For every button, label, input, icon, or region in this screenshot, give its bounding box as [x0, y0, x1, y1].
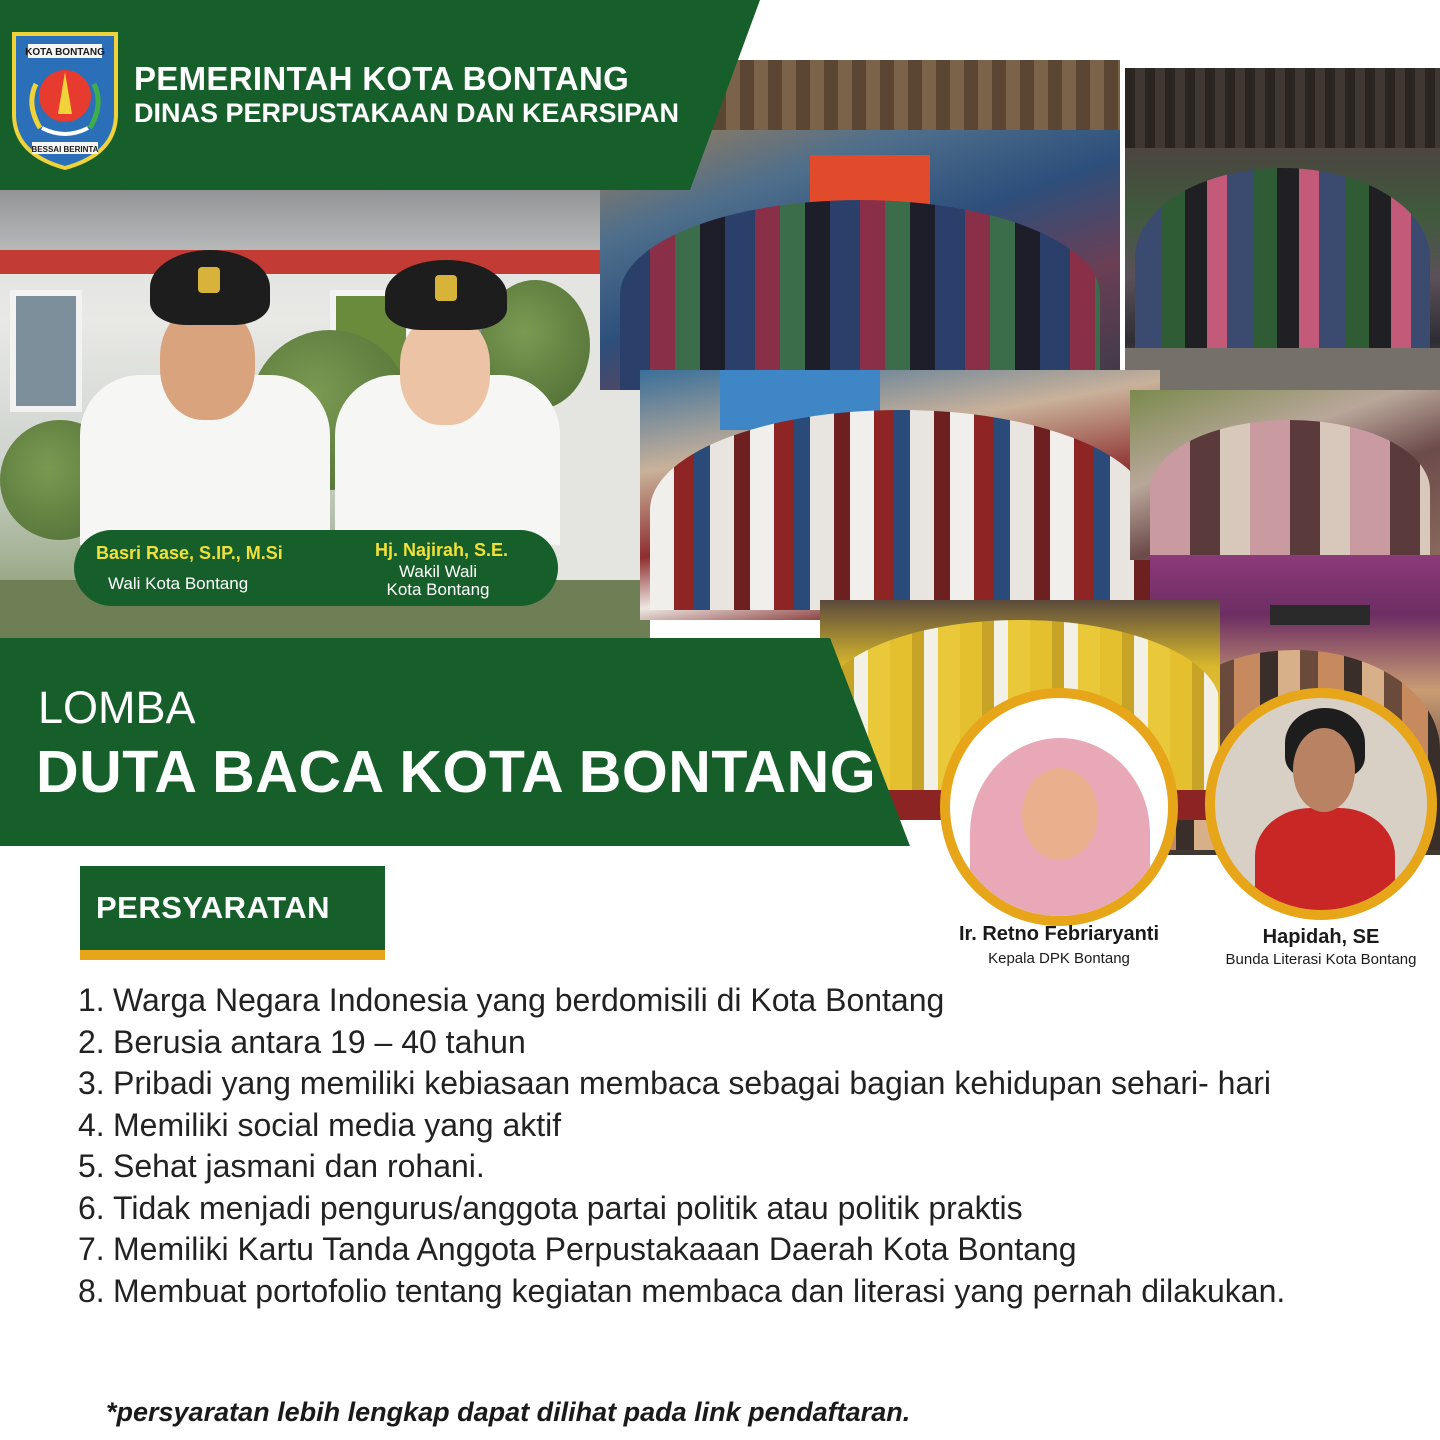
ceiling	[1125, 68, 1440, 148]
activity-photo-reading-room	[1130, 390, 1440, 560]
portrait-hapidah-role: Bunda Literasi Kota Bontang	[1225, 951, 1417, 968]
list-item	[78, 980, 1402, 1022]
requirements-heading-box	[80, 866, 385, 962]
portrait-retno-inner	[950, 698, 1168, 916]
signboard	[1270, 605, 1370, 625]
portrait-retno-name: Ir. Retno Febriaryanti	[958, 923, 1160, 945]
portrait-retno	[940, 688, 1178, 926]
kota-bontang-logo	[6, 24, 124, 170]
red-outfit	[1255, 808, 1395, 910]
crowd	[1135, 168, 1430, 348]
vice-mayor-role	[368, 563, 508, 599]
mayor-role: Wali Kota Bontang	[108, 574, 249, 593]
retno-face	[1022, 768, 1098, 860]
list-item-number: 8.	[78, 1272, 105, 1309]
portrait-hapidah-name: Hapidah, SE	[1262, 926, 1380, 948]
list-item-number: 4.	[78, 1106, 105, 1143]
org-name-line2: DINAS PERPUSTAKAAN DAN KEARSIPAN	[134, 98, 680, 128]
list-item	[78, 1063, 1402, 1105]
list-item-number: 7.	[78, 1231, 105, 1267]
logo-bottom-text: BESSAI BERINTA	[31, 145, 99, 154]
org-name-line1: PEMERINTAH KOTA BONTANG	[134, 60, 630, 97]
list-item	[78, 1271, 1402, 1313]
children-crowd	[650, 410, 1150, 610]
crowd	[620, 200, 1100, 390]
list-item-number: 2.	[78, 1023, 105, 1060]
requirements-heading-underline	[80, 950, 385, 960]
vice-mayor-face	[400, 315, 490, 425]
cap-badge-icon	[435, 275, 457, 301]
portrait-hapidah	[1205, 688, 1437, 920]
list-item	[78, 1105, 1402, 1147]
list-item-text: Berusia antara 19 – 40 tahun	[113, 1023, 526, 1060]
requirements-heading: PERSYARATAN	[96, 890, 331, 925]
vice-mayor-name: Hj. Najirah, S.E.	[375, 540, 509, 560]
list-item-text: Memiliki social media yang aktif	[113, 1106, 562, 1143]
list-item-number: 1.	[78, 982, 105, 1018]
list-item-number: 6.	[78, 1189, 105, 1226]
footnote: *persyaratan lebih lengkap dapat dilihat pada link pendaftaran.	[106, 1397, 911, 1427]
list-item	[78, 1188, 1402, 1230]
page-title: DUTA BACA KOTA BONTANG	[36, 739, 877, 805]
title-lomba: LOMBA	[38, 682, 196, 733]
leader-photo-mayor	[80, 245, 330, 545]
activity-photo-officials-group	[1125, 68, 1440, 390]
leader-photo-vice-mayor	[335, 255, 560, 545]
vice-mayor-role-line2: Kota Bontang	[386, 580, 490, 599]
list-item-number: 3.	[78, 1065, 105, 1101]
activity-photo-children-competition	[640, 370, 1160, 620]
requirements-list	[78, 980, 1402, 1312]
list-item	[78, 1022, 1402, 1064]
list-item-text: Pribadi yang memiliki kebiasaan membaca sebagai bagian kehidupan sehari- hari	[113, 1065, 1271, 1101]
list-item-text: Memiliki Kartu Tanda Anggota Perpustakaaan Daerah Kota Bontang	[113, 1231, 1077, 1267]
list-item-text: Warga Negara Indonesia yang berdomisili di Kota Bontang	[113, 982, 945, 1018]
floor	[1125, 348, 1440, 390]
list-item-text: Sehat jasmani dan rohani.	[113, 1148, 485, 1184]
hapidah-face	[1293, 728, 1355, 812]
portrait-hapidah-inner	[1215, 698, 1427, 910]
portrait-retno-role: Kepala DPK Bontang	[988, 950, 1130, 967]
list-item-number: 5.	[78, 1148, 105, 1184]
building-window	[10, 290, 82, 412]
mayor-name: Basri Rase, S.IP., M.Si	[96, 543, 283, 563]
readers	[1150, 420, 1430, 560]
list-item	[78, 1146, 1402, 1188]
cap-badge-icon	[198, 267, 220, 293]
vice-mayor-role-line1: Wakil Wali	[398, 562, 478, 581]
list-item-text: Tidak menjadi pengurus/anggota partai politik atau politik praktis	[113, 1189, 1023, 1226]
logo-top-text: KOTA BONTANG	[25, 47, 105, 58]
building-roof	[0, 180, 650, 250]
list-item	[78, 1229, 1402, 1271]
list-item-text: Membuat portofolio tentang kegiatan membaca dan literasi yang pernah dilakukan.	[113, 1272, 1286, 1309]
